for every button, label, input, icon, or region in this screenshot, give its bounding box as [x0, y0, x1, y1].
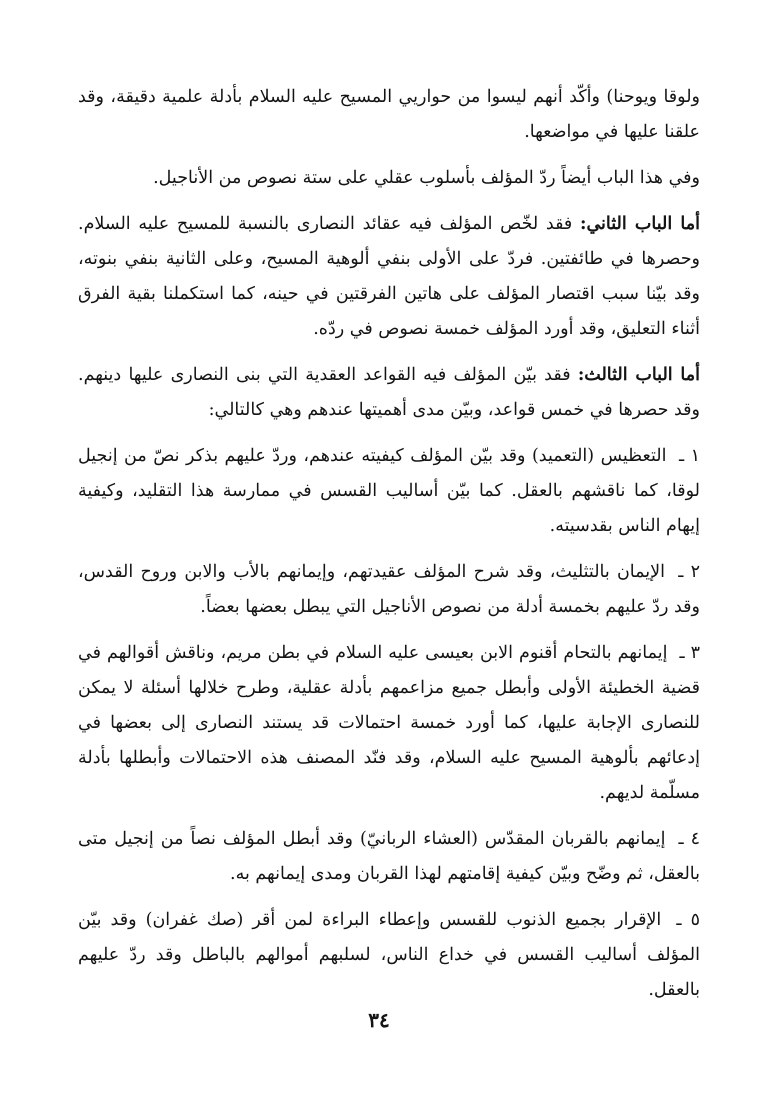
list-item-eucharist: [78, 822, 700, 892]
paragraph-first-chapter-note: [78, 161, 700, 196]
paragraph-intro-continuation: [78, 80, 700, 150]
list-item-number: ٣ ـ: [679, 643, 700, 663]
paragraph-chapter-two: [78, 207, 700, 347]
paragraph-text: فقد لخّص المؤلف فيه عقائد النصارى بالنسبة للمسيح عليه السلام. وحصرها في طائفتين. فردّ على الأولى بنفي ألوهية المسيح، وعلى الثانية بنفي بنوته، وقد بيّنا سبب اقتصار المؤلف على هاتين الفرقتين في حينه، كما استكملنا بقية الفرق أثناء التعليق، وقد أورد المؤلف خمسة نصوص في ردّه.: [78, 214, 700, 339]
paragraph-text: وفي هذا الباب أيضاً ردّ المؤلف بأسلوب عقلي على ستة نصوص من الأناجيل.: [153, 168, 700, 188]
list-item-number: ٥ ـ: [676, 910, 700, 930]
list-item-text: إيمانهم بالتحام أقنوم الابن بعيسى عليه السلام في بطن مريم، وناقش أقوالهم في قضية الخطيئة الأولى وأبطل جميع مزاعمهم بأدلة عقلية، وطرح خلالها أسئلة لا يمكن للنصارى الإجابة عليها، كما أورد خمسة احتمالات قد يستند النصارى إلى بعضها في إدعائهم بألوهية المسيح عليه السلام، وقد فنّد المصنف هذه الاحتمالات وأبطلها بأدلة مسلّمة لديهم.: [78, 643, 700, 803]
paragraph-heading: أما الباب الثاني:: [580, 214, 700, 234]
list-item-number: ٤ ـ: [678, 829, 700, 849]
list-item-text: الإيمان بالتثليث، وقد شرح المؤلف عقيدتهم، وإيمانهم بالأب والابن وروح القدس، وقد ردّ عليهم بخمسة أدلة من نصوص الأناجيل التي يبطل بعضها بعضاً.: [78, 562, 700, 617]
paragraph-heading: أما الباب الثالث:: [577, 365, 700, 385]
document-body: [78, 80, 700, 1019]
paragraph-text: ولوقا ويوحنا) وأكّد أنهم ليسوا من حواريي المسيح عليه السلام بأدلة علمية دقيقة، وقد علقنا عليها في مواضعها.: [78, 87, 700, 142]
list-item-incarnation: [78, 636, 700, 811]
list-item-baptism: [78, 439, 700, 544]
list-item-number: ١ ـ: [678, 446, 700, 466]
list-item-text: إيمانهم بالقربان المقدّس (العشاء الربانيّ) وقد أبطل المؤلف نصاً من إنجيل متى بالعقل، ثم وضّح وبيّن كيفية إقامتهم لهذا القربان ومدى إيمانهم به.: [78, 829, 700, 884]
page-number: ٣٤: [368, 1008, 390, 1032]
list-item-trinity: [78, 555, 700, 625]
list-item-text: الإقرار بجميع الذنوب للقسس وإعطاء البراءة لمن أقر (صك غفران) وقد بيّن المؤلف أساليب القسس في خداع الناس، لسلبهم أموالهم بالباطل وقد ردّ عليهم بالعقل.: [78, 910, 700, 1000]
list-item-confession: [78, 903, 700, 1008]
list-item-number: ٢ ـ: [678, 562, 700, 582]
paragraph-text: فقد بيّن المؤلف فيه القواعد العقدية التي بنى النصارى عليها دينهم. وقد حصرها في خمس قواعد، وبيّن مدى أهميتها عندهم وهي كالتالي:: [78, 365, 700, 420]
paragraph-chapter-three: [78, 358, 700, 428]
list-item-text: التعظيس (التعميد) وقد بيّن المؤلف كيفيته عندهم، وردّ عليهم بذكر نصّ من إنجيل لوقا، كما ناقشهم بالعقل. كما بيّن أساليب القسس في ممارسة هذا التقليد، وكيفية إيهام الناس بقدسيته.: [78, 446, 700, 536]
